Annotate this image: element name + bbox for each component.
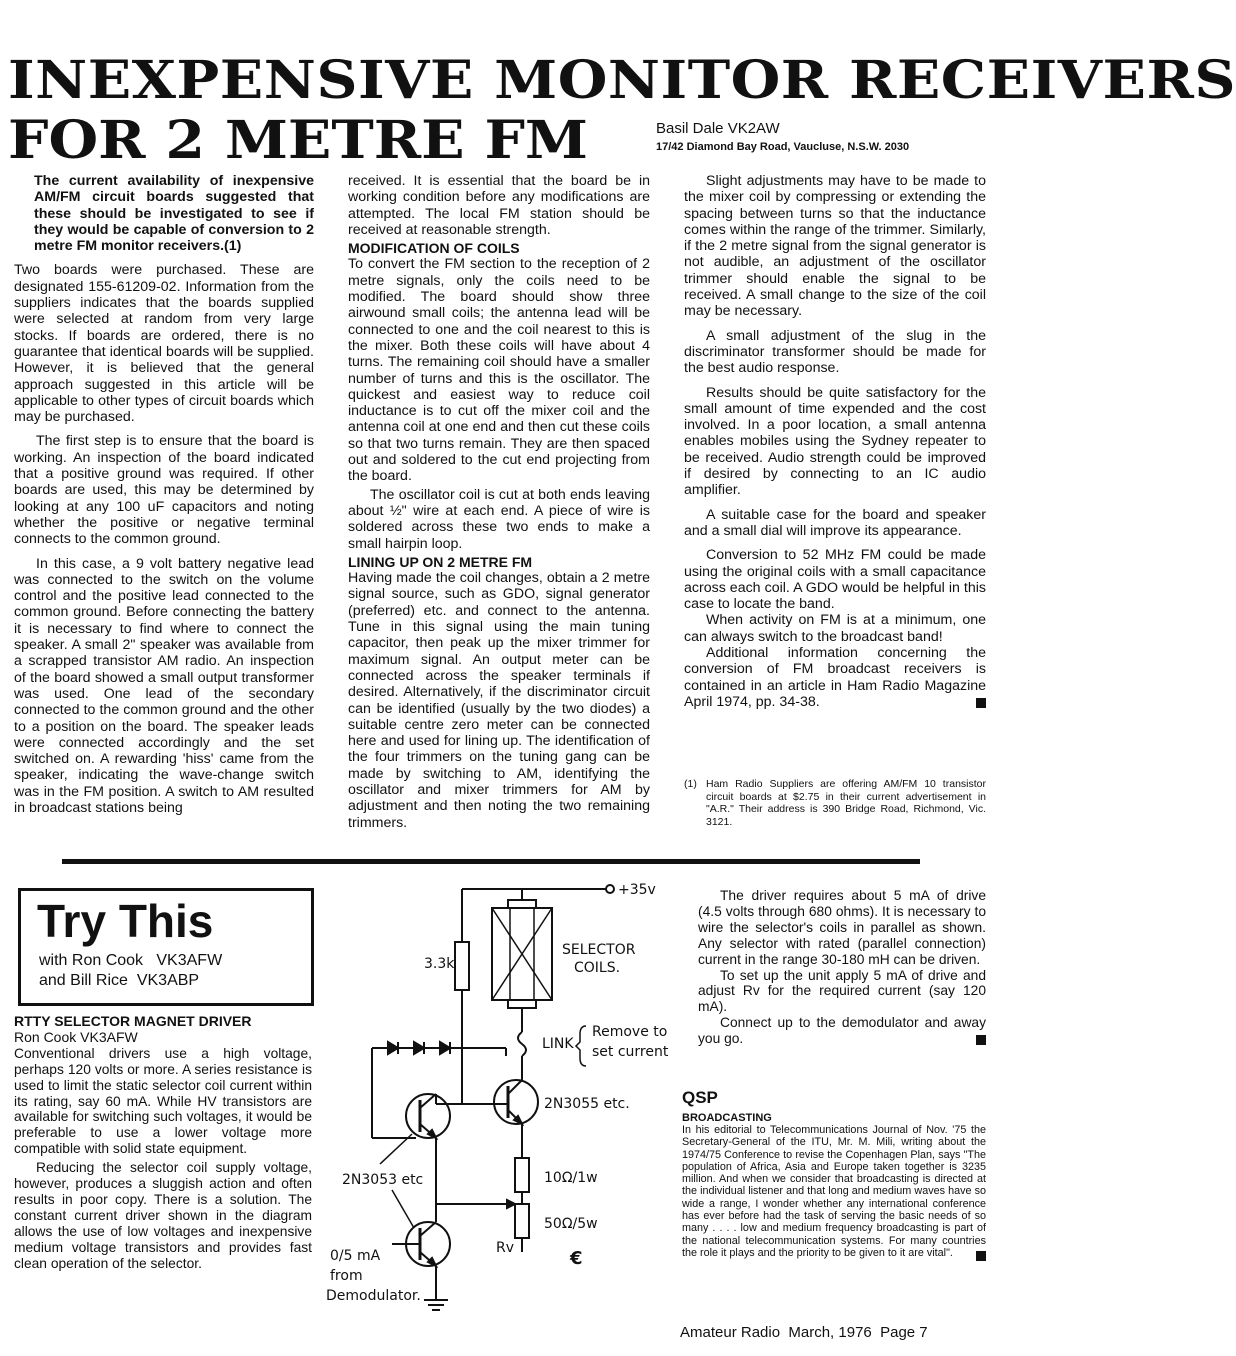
try-this-box: [18, 888, 314, 1006]
paragraph: Having made the coil changes, obtain a 2 metre signal source, such as GDO, signal generator (preferred) etc. and connect to the antenna. Tune in this signal using the main tuning capacitor, then peak up the mixer trimmer for maximum signal. An output meter can be connected across the speaker terminals if desired. Alternatively, if the discriminator circuit can be identified (usually by the two diodes) a suitable centre zero meter can be connected here and used for lining up. The identification of the four trimmers on the tuning gang can be made by switching to AM, identifying the oscillator and mixer trimmers for AM by adjustment and then noting the two remaining trimmers.: [348, 570, 650, 831]
rtty-article-continued: [698, 888, 986, 1055]
end-mark-icon: [976, 1251, 986, 1261]
author-line: and Bill Rice VK3ABP: [39, 972, 200, 989]
headline-line-2: FOR 2 METRE FM: [8, 109, 589, 171]
coils-label-1: SELECTOR: [562, 942, 636, 958]
section-heading: LINING UP ON 2 METRE FM: [348, 553, 533, 570]
driver-schematic: [316, 872, 688, 1316]
paragraph: received. It is essential that the board be in working condition before any modifications are attempted. The local FM station should be received at reasonable strength.: [348, 173, 650, 238]
qsp-section: [682, 1088, 986, 1261]
paragraph: Two boards were purchased. These are designated 155-61209-02. Information from the suppliers indicates that the boards supplied were selected at random from very large stocks. If boards are ordered, there is no guarantee that identical boards will be supplied. However, it is believed that the general approach suggested in this article will be applicable to other types of circuit boards which may be purchased.: [14, 262, 314, 426]
byline: [656, 120, 909, 156]
article-column-2: [348, 173, 650, 839]
section-divider: [62, 859, 920, 864]
input-label-2: from: [330, 1268, 363, 1284]
footnote-text: Ham Radio Suppliers are offering AM/FM 10 transistor circuit boards at $2.75 in their current advertisement in "A.R." Their address is 390 Bridge Road, Richmond, Vic. 3121.: [706, 778, 986, 828]
paragraph: To set up the unit apply 5 mA of drive and adjust Rv for the required current (say 120 mA).: [698, 967, 986, 1015]
end-mark-icon: [976, 698, 986, 708]
author-name: Basil Dale VK2AW: [656, 120, 780, 137]
link-note-2: set current: [592, 1044, 669, 1060]
paragraph: Reducing the selector coil supply voltage, however, produces a sluggish action and often results in poor copy. There is a solution. The constant current driver shown in the diagram allows the use of low voltages and inexpensive medium voltage transistors and provides fast clean operation of the selector.: [14, 1160, 312, 1271]
paragraph: A suitable case for the board and speaker and a small dial will improve its appearance.: [684, 506, 986, 539]
link-note-1: Remove to: [592, 1024, 668, 1040]
try-this-authors: [39, 951, 222, 991]
qsp-text: [682, 1124, 986, 1259]
rtty-article-column: [14, 1014, 312, 1280]
link-wire: [518, 1032, 526, 1056]
qsp-body: In his editorial to Telecommunications Journal of Nov. '75 the Secretary-General of the ITU, Mr. M. Mili, writing about the 1974/75 Conference to revise the Copenhagen Plan, says "The population of Africa, Asia and Europe taken together is 3235 million. And when we consider that broadcasting is directed at the individual listener and that long and medium waves have so wide a range, I wonder whether any international conference has ever before had the task of serving the basic needs of so many . . . . low and medium frequency broadcasting is part of the national telecommunication systems. For many countries the role it plays and the priority to be given to it are vital".: [682, 1124, 986, 1259]
rtty-title: RTTY SELECTOR MAGNET DRIVER: [14, 1013, 252, 1029]
paragraph: [698, 1015, 986, 1047]
input-label-1: 0/5 mA: [330, 1248, 381, 1264]
paragraph: Conventional drivers use a high voltage, perhaps 120 volts or more. A series resistance is used to limit the static selector coil current within its rating, say 60 mA. While HV transistors are available for switching such voltages, it would be preferable to use a lower voltage more compatible with solid state equipment.: [14, 1045, 312, 1157]
input-label-3: Demodulator.: [326, 1288, 421, 1304]
rtty-author: Ron Cook VK3AFW: [14, 1028, 138, 1045]
footnote: [684, 778, 986, 828]
r2-label: 10Ω/1w: [544, 1170, 598, 1186]
resistor-rv: [515, 1204, 529, 1238]
paragraph: In this case, a 9 volt battery negative lead was connected to the switch on the volume control and the positive lead connected to the common ground. Before connecting the battery it is necessary to find where to connect the speaker. A small 2" speaker was available from a scrapped transistor AM radio. An inspection of the board showed a small output transformer was used. One lead of the secondary connected to the common ground and the other to a position on the board. The speaker leads were connected accordingly and the set switched on. A rewarding 'hiss' came from the speaker, indicating the wave-change switch was in the FM position. A switch to AM resulted in broadcast stations being: [14, 555, 314, 816]
author-address: 17/42 Diamond Bay Road, Vaucluse, N.S.W. 2030: [656, 141, 910, 153]
paragraph: Conversion to 52 MHz FM could be made using the original coils with a small capacitance across each coil. A GDO would be helpful in this case to locate the band.: [684, 547, 986, 613]
paragraph: The oscillator coil is cut at both ends leaving about ½" wire at each end. A piece of wire is soldered across these two ends to make a small hairpin loop.: [348, 486, 650, 552]
article-intro: The current availability of inexpensive AM/FM circuit boards suggested that these should be investigated to see if they would be capable of conversion to 2 metre FM monitor receivers.(1): [34, 173, 314, 255]
author-line: with Ron Cook VK3AFW: [39, 952, 223, 969]
article-column-1: [14, 173, 314, 824]
paragraph: To convert the FM section to the reception of 2 metre signals, only the coils need to be modified. The board should show three airwound small coils; the antenna lead will be connected to one and the coil nearest to this is the mixer. Both these coils will have about 4 turns. The remaining coil should have a smaller number of turns and this is the oscillator. The quickest and easiest way to reduce coil inductance is to cut off the mixer coil and the antenna coil at one end and then cut these coils so that two turns remain. They are then spaced out and soldered to the cut end projecting from the board.: [348, 256, 650, 485]
end-mark-icon: [976, 1035, 986, 1045]
qsp-heading: QSP: [682, 1088, 718, 1107]
article-column-3: [684, 173, 986, 718]
footnote-number: (1): [684, 778, 697, 790]
paragraph: Slight adjustments may have to be made to the mixer coil by compressing or extending the spacing between turns so that the inductance comes within the range of the trimmer. Similarly, if the 2 metre signal from the signal generator is not audible, an adjustment of the oscillator trimmer should enable the signal to be received. A small change to the size of the coil may be necessary.: [684, 173, 986, 320]
link-label: LINK: [542, 1036, 574, 1052]
paragraph: Results should be quite satisfactory for the small amount of time expended and the cost involved. In a poor location, a small antenna enables mobiles using the Sydney repeater to be received. Audio strength could be improved if desired by connecting to an IC audio amplifier.: [684, 384, 986, 499]
supply-label: +35v: [618, 882, 656, 898]
r1-label: 3.3k: [424, 956, 455, 972]
logo-mark: €: [570, 1248, 583, 1269]
paragraph: When activity on FM is at a minimum, one can always switch to the broadcast band!: [684, 612, 986, 645]
t2-label: 2N3053 etc: [342, 1172, 424, 1188]
paragraph: The first step is to ensure that the board is working. An inspection of the board indicated that a positive ground was required. If other boards are used, this may be determined by looking at any 100 uF capacitors and noting whether the positive or negative terminal connects to the common ground.: [14, 433, 314, 548]
coils-label-2: COILS.: [574, 960, 621, 976]
resistor-3k3: [455, 942, 469, 990]
paragraph-text: Additional information concerning the conversion of FM broadcast receivers is contained in an article in Ham Radio Magazine April 1974, pp. 34-38.: [684, 645, 986, 710]
resistor-10ohm: [515, 1158, 529, 1192]
paragraph: [684, 645, 986, 710]
try-this-heading: Try This: [37, 895, 214, 947]
paragraph-text: Connect up to the demodulator and away you go.: [698, 1015, 986, 1047]
paragraph: The driver requires about 5 mA of drive (4.5 volts through 680 ohms). It is necessary to wire the selector's coils in parallel as shown. Any selector with rated (parallel connection) current in the range 30-180 mH can be driven.: [698, 888, 986, 967]
qsp-subheading: BROADCASTING: [682, 1112, 772, 1124]
t1-label: 2N3055 etc.: [544, 1096, 630, 1112]
section-heading: MODIFICATION OF COILS: [348, 240, 520, 257]
rv-label: Rv: [496, 1240, 515, 1256]
headline-line-1: INEXPENSIVE MONITOR RECEIVERS: [8, 49, 1236, 111]
page-footer: Amateur Radio March, 1976 Page 7: [680, 1324, 928, 1341]
paragraph: A small adjustment of the slug in the discriminator transformer should be made for the best audio response.: [684, 327, 986, 377]
r3-label: 50Ω/5w: [544, 1216, 598, 1232]
